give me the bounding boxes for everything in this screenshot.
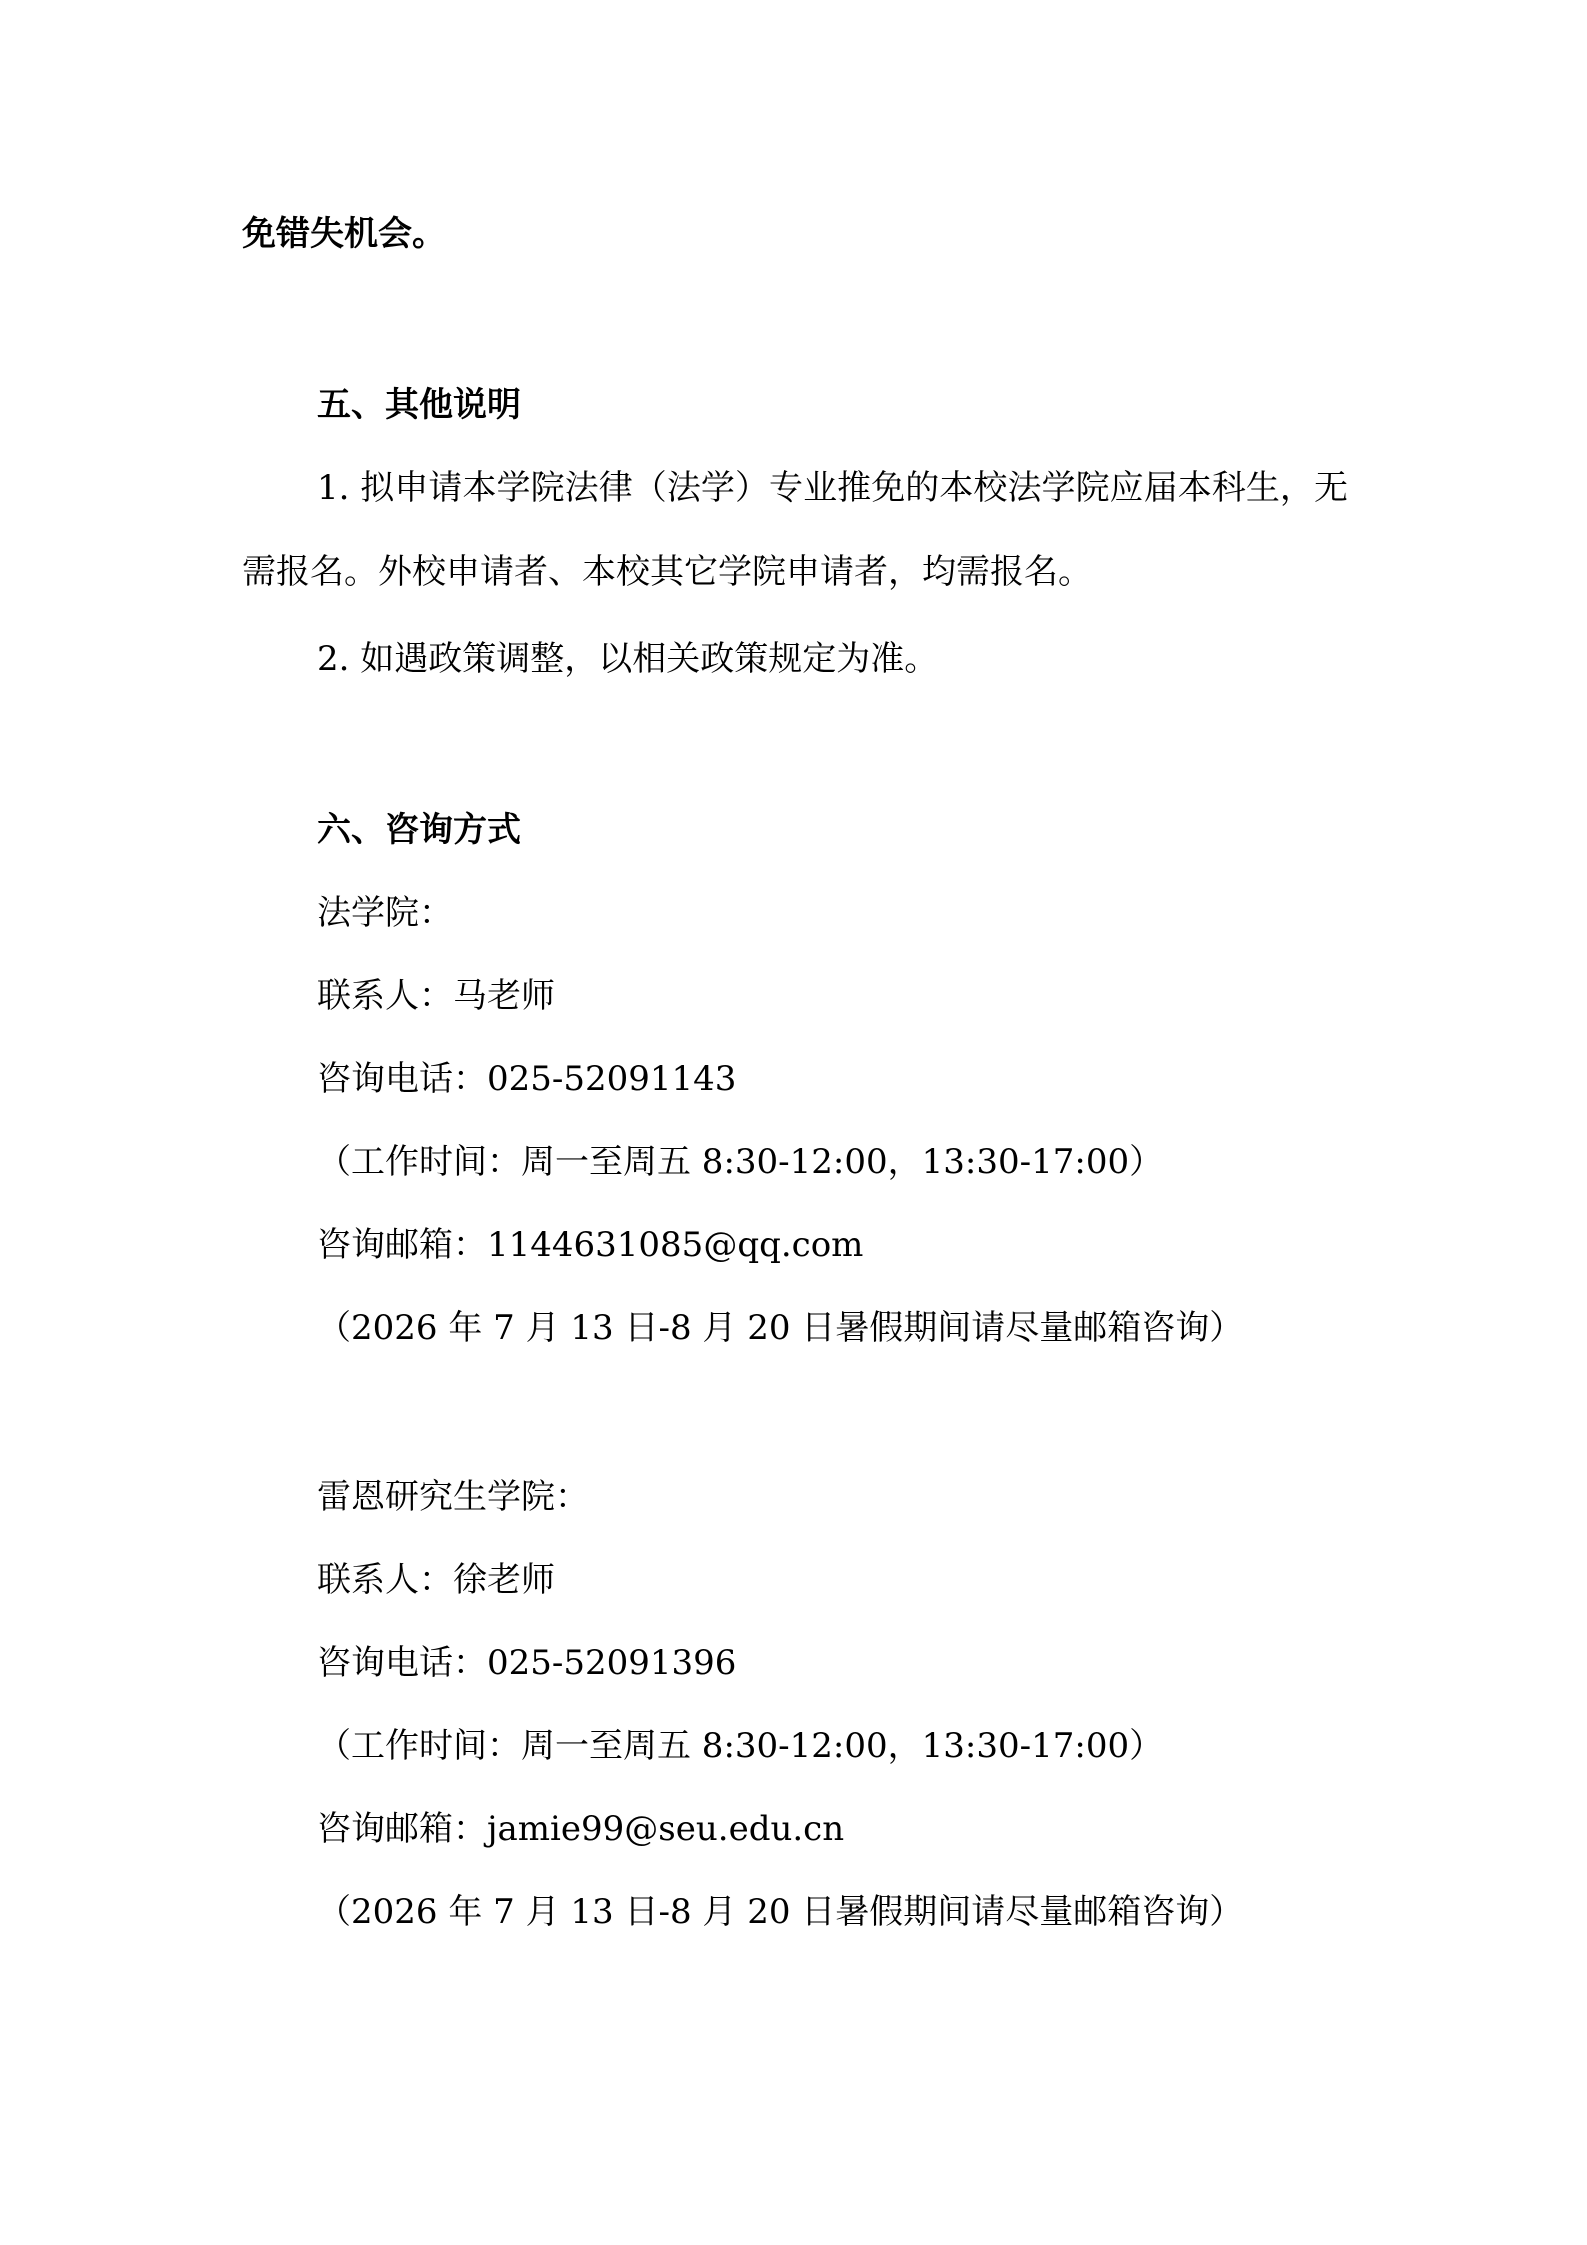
law-school-phone: 咨询电话：025-52091143 <box>317 1059 737 1099</box>
law-school-name: 法学院： <box>317 893 453 933</box>
grad-school-name: 雷恩研究生学院： <box>317 1477 589 1517</box>
grad-school-note: （2026 年 7 月 13 日-8 月 20 日暑假期间请尽量邮箱咨询） <box>317 1892 1244 1932</box>
section5-heading: 五、其他说明 <box>317 385 521 425</box>
section5-item-1: 1. 拟申请本学院法律（法学）专业推免的本校法学院应届本科生，无需报名。外校申请者、本校其它学院申请者，均需报名。 <box>242 468 1348 592</box>
law-school-note: （2026 年 7 月 13 日-8 月 20 日暑假期间请尽量邮箱咨询） <box>317 1308 1244 1348</box>
grad-school-phone: 咨询电话：025-52091396 <box>317 1643 737 1683</box>
grad-school-email: 咨询邮箱：jamie99@seu.edu.cn <box>317 1809 845 1849</box>
section6-heading: 六、咨询方式 <box>317 810 521 850</box>
law-school-hours: （工作时间：周一至周五 8:30-12:00，13:30-17:00） <box>317 1142 1164 1182</box>
continuation-text: 免错失机会。 <box>242 214 446 254</box>
grad-school-hours: （工作时间：周一至周五 8:30-12:00，13:30-17:00） <box>317 1726 1164 1766</box>
grad-school-contact: 联系人：徐老师 <box>317 1560 555 1600</box>
law-school-contact: 联系人：马老师 <box>317 976 555 1016</box>
law-school-email: 咨询邮箱：1144631085@qq.com <box>317 1225 864 1265</box>
section5-item-2: 2. 如遇政策调整，以相关政策规定为准。 <box>317 639 939 679</box>
